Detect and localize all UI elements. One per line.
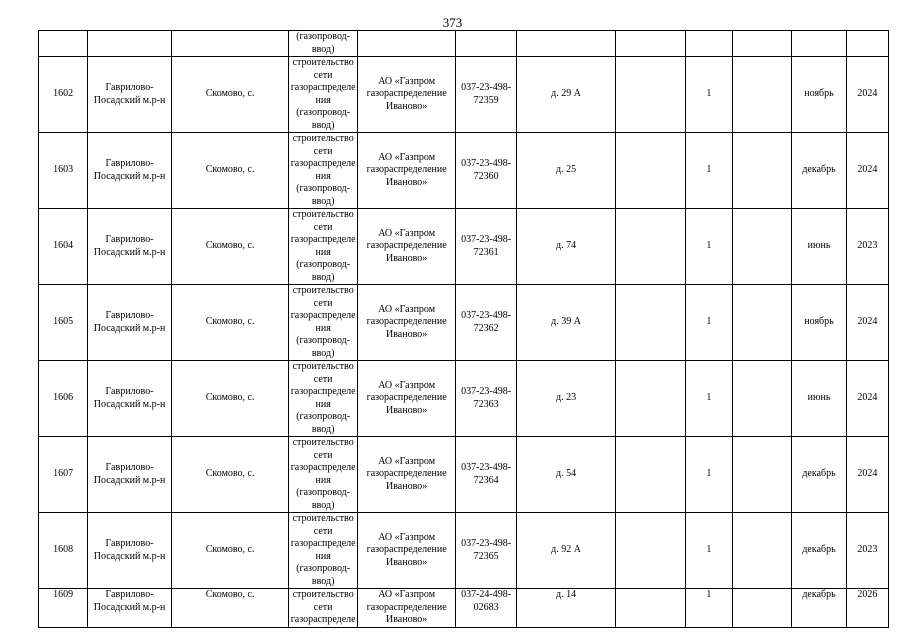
cell-org — [357, 31, 456, 57]
cell-code: 037-23-498-72360 — [456, 133, 516, 209]
cell-house: д. 14 — [516, 589, 616, 628]
cell-blank — [616, 361, 685, 437]
cell-num: 1602 — [39, 57, 88, 133]
cell-blank — [733, 361, 792, 437]
table-row — [39, 361, 889, 437]
cell-month: ноябрь — [792, 285, 846, 361]
cell-district: Гаврилово-Посадский м.р-н — [88, 437, 171, 513]
cell-blank — [733, 285, 792, 361]
cell-code: 037-23-498-72362 — [456, 285, 516, 361]
cell-blank — [733, 57, 792, 133]
cell-num: 1606 — [39, 361, 88, 437]
cell-month: июнь — [792, 209, 846, 285]
cell-house: д. 39 А — [516, 285, 616, 361]
cell-num: 1604 — [39, 209, 88, 285]
cell-year: 2023 — [846, 209, 888, 285]
table-row — [39, 285, 889, 361]
table-row — [39, 57, 889, 133]
cell-blank — [733, 31, 792, 57]
cell-year: 2024 — [846, 437, 888, 513]
cell-code: 037-24-498-02683 — [456, 589, 516, 628]
cell-count: 1 — [685, 57, 732, 133]
cell-month: декабрь — [792, 133, 846, 209]
cell-type: строительство сети газораспределе — [289, 589, 357, 628]
cell-year: 2024 — [846, 285, 888, 361]
cell-blank — [616, 285, 685, 361]
cell-org: АО «Газпром газораспределение Иваново» — [357, 589, 456, 628]
cell-code — [456, 31, 516, 57]
cell-type: строительство сети газораспределения (газопровод-ввод) — [290, 57, 356, 131]
cell-count — [685, 31, 732, 57]
cell-type: строительство сети газораспределения (газопровод-ввод) — [290, 285, 356, 359]
cell-num: 1608 — [39, 513, 88, 589]
cell-house: д. 23 — [516, 361, 616, 437]
cell-settlement: Скомово, с. — [171, 437, 289, 513]
cell-count: 1 — [685, 285, 732, 361]
cell-settlement: Скомово, с. — [171, 361, 289, 437]
cell-district — [88, 31, 171, 57]
cell-count: 1 — [685, 513, 732, 589]
cell-blank — [616, 209, 685, 285]
cell-blank — [733, 513, 792, 589]
cell-district: Гаврилово-Посадский м.р-н — [88, 57, 171, 133]
cell-year: 2024 — [846, 361, 888, 437]
cell-blank — [616, 437, 685, 513]
cell-house — [516, 31, 616, 57]
cell-blank — [616, 513, 685, 589]
cell-year: 2024 — [846, 133, 888, 209]
cell-code: 037-23-498-72364 — [456, 437, 516, 513]
cell-org: АО «Газпром газораспределение Иваново» — [357, 209, 456, 285]
cell-blank — [616, 589, 685, 628]
cell-code: 037-23-498-72365 — [456, 513, 516, 589]
cell-count: 1 — [685, 133, 732, 209]
cell-count: 1 — [685, 209, 732, 285]
cell-house: д. 54 — [516, 437, 616, 513]
cell-settlement — [171, 31, 289, 57]
cell-num: 1603 — [39, 133, 88, 209]
cell-settlement: Скомово, с. — [171, 285, 289, 361]
cell-month — [792, 31, 846, 57]
cell-month: декабрь — [792, 589, 846, 628]
page-number: 373 — [442, 15, 463, 30]
cell-district: Гаврилово-Посадский м.р-н — [88, 513, 171, 589]
cell-blank — [616, 133, 685, 209]
cell-blank — [733, 589, 792, 628]
continuation-row — [39, 31, 889, 57]
table-row — [39, 589, 889, 628]
cell-type: (газопровод-ввод) — [289, 31, 357, 57]
cell-month: декабрь — [792, 437, 846, 513]
cell-org: АО «Газпром газораспределение Иваново» — [357, 133, 456, 209]
cell-district: Гаврилово-Посадский м.р-н — [88, 285, 171, 361]
cell-year: 2026 — [846, 589, 888, 628]
cell-settlement: Скомово, с. — [171, 57, 289, 133]
cell-num: 1609 — [39, 589, 88, 628]
cell-blank — [616, 31, 685, 57]
cell-year: 2024 — [846, 57, 888, 133]
cell-org: АО «Газпром газораспределение Иваново» — [357, 57, 456, 133]
cell-settlement: Скомово, с. — [171, 589, 289, 628]
cell-blank — [733, 437, 792, 513]
cell-settlement: Скомово, с. — [171, 209, 289, 285]
cell-blank — [616, 57, 685, 133]
cell-type: строительство сети газораспределения (газопровод-ввод) — [290, 437, 356, 511]
table-row — [39, 209, 889, 285]
cell-house: д. 25 — [516, 133, 616, 209]
cell-org: АО «Газпром газораспределение Иваново» — [357, 513, 456, 589]
cell-num: 1607 — [39, 437, 88, 513]
cell-code: 037-23-498-72363 — [456, 361, 516, 437]
cell-district: Гаврилово-Посадский м.р-н — [88, 361, 171, 437]
cell-house: д. 74 — [516, 209, 616, 285]
cell-year — [846, 31, 888, 57]
cell-district: Гаврилово-Посадский м.р-н — [88, 133, 171, 209]
table-row — [39, 437, 889, 513]
cell-count: 1 — [685, 589, 732, 628]
cell-type: строительство сети газораспределения (газопровод-ввод) — [290, 209, 356, 283]
cell-house: д. 92 А — [516, 513, 616, 589]
cell-code: 037-23-498-72359 — [456, 57, 516, 133]
cell-count: 1 — [685, 361, 732, 437]
cell-settlement: Скомово, с. — [171, 133, 289, 209]
cell-type: строительство сети газораспределения (газопровод-ввод) — [290, 513, 356, 587]
cell-org: АО «Газпром газораспределение Иваново» — [357, 285, 456, 361]
gas-network-registry-table — [38, 30, 889, 628]
table-row — [39, 133, 889, 209]
cell-type: строительство сети газораспределения (газопровод-ввод) — [290, 361, 356, 435]
cell-org: АО «Газпром газораспределение Иваново» — [357, 437, 456, 513]
cell-code: 037-23-498-72361 — [456, 209, 516, 285]
cell-house: д. 29 А — [516, 57, 616, 133]
cell-year: 2023 — [846, 513, 888, 589]
cell-settlement: Скомово, с. — [171, 513, 289, 589]
cell-blank — [733, 133, 792, 209]
cell-district: Гаврилово-Посадский м.р-н — [88, 209, 171, 285]
table-row — [39, 513, 889, 589]
cell-count: 1 — [685, 437, 732, 513]
cell-num: 1605 — [39, 285, 88, 361]
cell-num — [39, 31, 88, 57]
cell-org: АО «Газпром газораспределение Иваново» — [357, 361, 456, 437]
cell-district: Гаврилово-Посадский м.р-н — [88, 589, 171, 628]
cell-month: июнь — [792, 361, 846, 437]
cell-month: декабрь — [792, 513, 846, 589]
cell-blank — [733, 209, 792, 285]
cell-type: строительство сети газораспределения (газопровод-ввод) — [290, 133, 356, 207]
cell-month: ноябрь — [792, 57, 846, 133]
